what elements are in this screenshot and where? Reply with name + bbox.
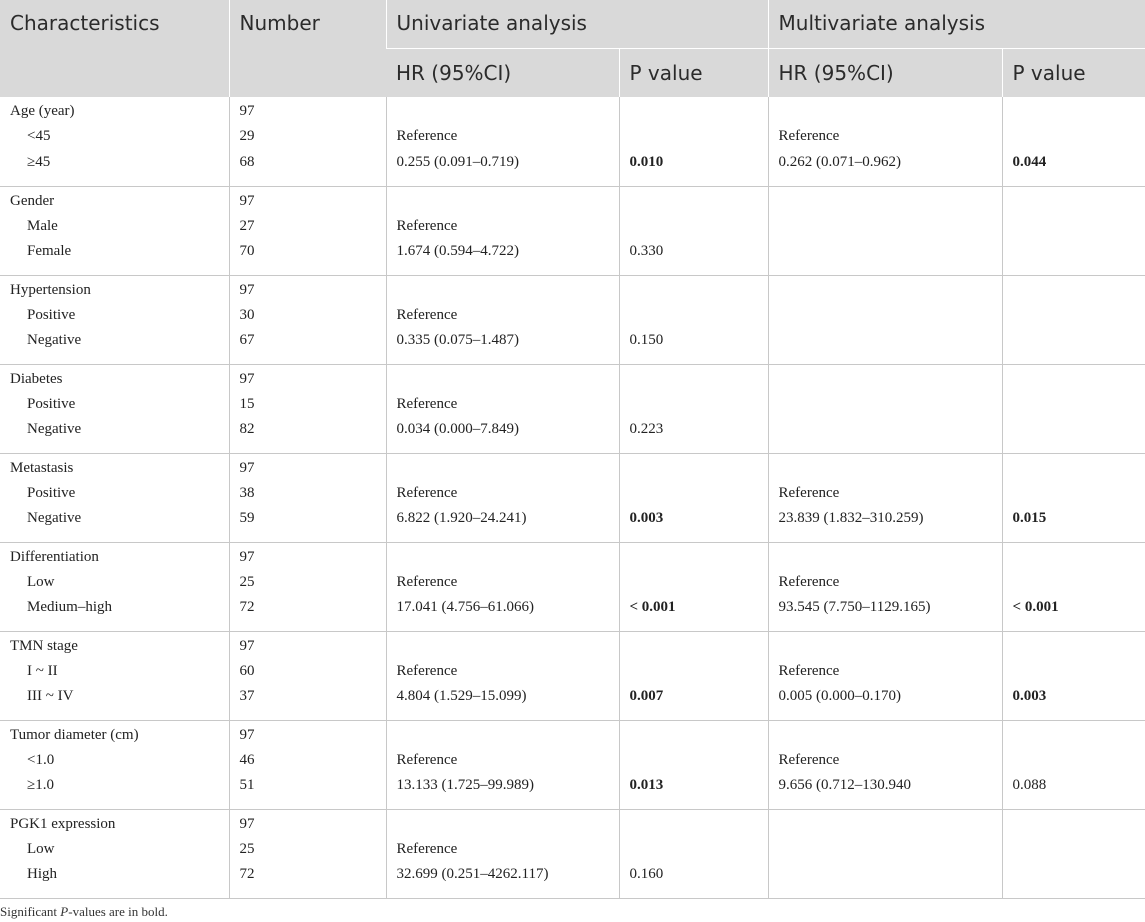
spacer	[1013, 367, 1136, 392]
multivariate-hr-cell	[768, 453, 1002, 542]
univariate-hr-cell	[386, 542, 619, 631]
univariate-hr-cell	[386, 97, 619, 186]
table-footnote: Significant P-values are in bold.	[0, 904, 168, 919]
multivariate-p	[1013, 303, 1136, 328]
multivariate-hr-cell	[768, 720, 1002, 809]
univariate-p-cell	[619, 631, 768, 720]
multivariate-p	[1013, 417, 1136, 442]
spacer	[397, 456, 609, 481]
level-count: 27	[239, 217, 255, 234]
univariate-hr: Reference	[396, 751, 458, 768]
number-cell	[229, 542, 386, 631]
total-count: 97	[239, 637, 255, 654]
characteristic-name: Tumor diameter (cm)	[10, 726, 139, 743]
table-header	[0, 0, 1145, 97]
spacer	[779, 278, 992, 303]
univariate-p	[630, 392, 758, 417]
level-label: I ~ II	[27, 662, 58, 679]
univariate-hr: Reference	[396, 662, 458, 679]
univariate-hr: 17.041 (4.756–61.066)	[396, 599, 534, 616]
header-univariate: Univariate analysis	[386, 0, 768, 48]
level-count: 59	[239, 510, 255, 527]
univariate-hr: 6.822 (1.920–24.241)	[396, 510, 527, 527]
spacer	[630, 278, 758, 303]
multivariate-p	[1013, 748, 1136, 773]
characteristic-name: Differentiation	[10, 548, 99, 565]
multivariate-hr: 0.005 (0.000–0.170)	[778, 688, 902, 705]
multivariate-hr: 0.262 (0.071–0.962)	[778, 153, 902, 170]
univariate-p: 0.160	[629, 866, 664, 883]
spacer	[397, 545, 609, 570]
univariate-p-cell	[619, 542, 768, 631]
level-label: Female	[27, 243, 72, 260]
multivariate-p-cell	[1002, 720, 1145, 809]
univariate-p	[630, 214, 758, 239]
total-count: 97	[239, 281, 255, 298]
level-count: 60	[239, 662, 255, 679]
number-cell	[229, 720, 386, 809]
level-count: 82	[239, 421, 255, 438]
multivariate-p-cell	[1002, 186, 1145, 275]
number-cell	[229, 631, 386, 720]
multivariate-p	[1013, 392, 1136, 417]
total-count: 97	[239, 103, 255, 119]
multivariate-p	[1013, 214, 1136, 239]
characteristic-name: Metastasis	[10, 459, 74, 476]
multivariate-p-cell	[1002, 809, 1145, 898]
number-cell	[229, 97, 386, 186]
total-count: 97	[239, 726, 255, 743]
level-count: 67	[239, 332, 255, 349]
univariate-hr: Reference	[396, 306, 458, 323]
characteristic-cell	[0, 364, 229, 453]
level-label: <1.0	[27, 751, 55, 768]
univariate-hr-cell	[386, 809, 619, 898]
characteristic-cell	[0, 97, 229, 186]
header-multivariate-p: P value	[1002, 48, 1145, 97]
total-count: 97	[239, 459, 255, 476]
multivariate-p-cell	[1002, 542, 1145, 631]
spacer	[397, 278, 609, 303]
univariate-hr-cell	[386, 453, 619, 542]
univariate-p-cell	[619, 720, 768, 809]
number-cell	[229, 809, 386, 898]
level-count: 51	[239, 777, 255, 794]
multivariate-hr	[779, 837, 992, 862]
spacer	[630, 634, 758, 659]
characteristic-name: TMN stage	[10, 637, 78, 654]
multivariate-hr: Reference	[778, 662, 840, 679]
univariate-p-cell	[619, 809, 768, 898]
univariate-p-cell	[619, 453, 768, 542]
table-row	[0, 720, 1145, 809]
header-multivariate-hr: HR (95%CI)	[768, 48, 1002, 97]
characteristic-cell	[0, 186, 229, 275]
level-label: ≥1.0	[27, 777, 54, 794]
univariate-p: 0.150	[629, 332, 664, 349]
level-count: 15	[239, 395, 255, 412]
level-count: 25	[239, 840, 255, 857]
spacer	[397, 634, 609, 659]
univariate-p: 0.223	[629, 421, 664, 438]
number-cell	[229, 186, 386, 275]
univariate-p: < 0.001	[629, 599, 676, 616]
multivariate-hr	[779, 862, 992, 887]
univariate-hr-cell	[386, 364, 619, 453]
header-characteristics: Characteristics	[0, 0, 229, 97]
multivariate-p	[1013, 124, 1136, 149]
multivariate-hr-cell	[768, 364, 1002, 453]
table-row	[0, 97, 1145, 186]
header-number: Number	[229, 0, 386, 97]
table-body	[0, 97, 1145, 898]
spacer	[779, 634, 992, 659]
total-count: 97	[239, 192, 255, 209]
level-label: Negative	[27, 421, 82, 438]
level-count: 70	[239, 243, 255, 260]
level-label: Low	[27, 573, 55, 590]
univariate-p-cell	[619, 364, 768, 453]
multivariate-hr-cell	[768, 631, 1002, 720]
multivariate-p: 0.044	[1012, 153, 1047, 170]
level-count: 25	[239, 573, 255, 590]
spacer	[630, 99, 758, 124]
level-count: 37	[239, 688, 255, 705]
spacer	[1013, 723, 1136, 748]
spacer	[779, 812, 992, 837]
spacer	[1013, 189, 1136, 214]
characteristic-cell	[0, 453, 229, 542]
table-row	[0, 542, 1145, 631]
multivariate-hr	[779, 417, 992, 442]
characteristic-name: Diabetes	[10, 370, 63, 387]
spacer	[630, 189, 758, 214]
multivariate-p	[1013, 481, 1136, 506]
multivariate-p: < 0.001	[1012, 599, 1059, 616]
multivariate-p	[1013, 837, 1136, 862]
level-label: Positive	[27, 484, 76, 501]
multivariate-p	[1013, 659, 1136, 684]
level-count: 68	[239, 153, 255, 170]
spacer	[630, 545, 758, 570]
spacer	[1013, 812, 1136, 837]
multivariate-hr-cell	[768, 275, 1002, 364]
level-label: Positive	[27, 306, 76, 323]
spacer	[779, 99, 992, 124]
univariate-hr: Reference	[396, 395, 458, 412]
multivariate-p-cell	[1002, 453, 1145, 542]
univariate-hr: Reference	[396, 840, 458, 857]
level-label: High	[27, 866, 57, 883]
level-count: 46	[239, 751, 255, 768]
univariate-p: 0.007	[629, 688, 664, 705]
multivariate-p	[1013, 239, 1136, 264]
univariate-p: 0.330	[629, 243, 664, 260]
multivariate-hr-cell	[768, 809, 1002, 898]
characteristic-name: Hypertension	[10, 281, 91, 298]
level-label: Low	[27, 840, 55, 857]
multivariate-hr: 23.839 (1.832–310.259)	[778, 510, 924, 527]
univariate-p	[630, 303, 758, 328]
univariate-p-cell	[619, 186, 768, 275]
footnote-italic-p: P	[60, 904, 69, 919]
level-label: III ~ IV	[27, 688, 74, 705]
spacer	[397, 812, 609, 837]
spacer	[1013, 456, 1136, 481]
multivariate-p	[1013, 328, 1136, 353]
table-row	[0, 453, 1145, 542]
univariate-p	[630, 570, 758, 595]
multivariate-p-cell	[1002, 364, 1145, 453]
header-multivariate: Multivariate analysis	[768, 0, 1145, 48]
spacer	[630, 723, 758, 748]
univariate-p-cell	[619, 275, 768, 364]
characteristic-cell	[0, 720, 229, 809]
characteristic-cell	[0, 275, 229, 364]
univariate-hr-cell	[386, 186, 619, 275]
level-count: 30	[239, 306, 255, 323]
characteristic-name: Gender	[10, 192, 55, 209]
univariate-p: 0.003	[629, 510, 664, 527]
spacer	[1013, 278, 1136, 303]
table-row	[0, 809, 1145, 898]
multivariate-p: 0.003	[1012, 688, 1047, 705]
total-count: 97	[239, 370, 255, 387]
multivariate-p	[1013, 570, 1136, 595]
spacer	[779, 545, 992, 570]
table-row	[0, 186, 1145, 275]
multivariate-hr: 93.545 (7.750–1129.165)	[778, 599, 931, 616]
spacer	[779, 723, 992, 748]
level-count: 72	[239, 866, 255, 883]
spacer	[1013, 99, 1136, 124]
univariate-hr: Reference	[396, 217, 458, 234]
univariate-hr-cell	[386, 720, 619, 809]
header-univariate-hr: HR (95%CI)	[386, 48, 619, 97]
spacer	[1013, 634, 1136, 659]
number-cell	[229, 364, 386, 453]
multivariate-hr-cell	[768, 542, 1002, 631]
spacer	[1013, 545, 1136, 570]
spacer	[397, 189, 609, 214]
univariate-p: 0.010	[629, 153, 664, 170]
univariate-p	[630, 481, 758, 506]
univariate-hr: 1.674 (0.594–4.722)	[396, 243, 519, 260]
multivariate-hr-cell	[768, 186, 1002, 275]
level-label: Negative	[27, 332, 82, 349]
level-label: Male	[27, 217, 58, 234]
multivariate-hr: Reference	[778, 751, 840, 768]
table-row	[0, 275, 1145, 364]
univariate-hr: 0.034 (0.000–7.849)	[396, 421, 519, 438]
level-count: 38	[239, 484, 255, 501]
level-count: 72	[239, 599, 255, 616]
multivariate-p-cell	[1002, 275, 1145, 364]
multivariate-p: 0.088	[1012, 777, 1047, 794]
number-cell	[229, 453, 386, 542]
multivariate-p: 0.015	[1012, 510, 1047, 527]
univariate-p	[630, 837, 758, 862]
multivariate-hr: 9.656 (0.712–130.940	[778, 777, 912, 794]
table-row	[0, 364, 1145, 453]
spacer	[397, 367, 609, 392]
characteristic-name: Age (year)	[10, 103, 75, 119]
multivariate-hr	[779, 239, 992, 264]
univariate-hr: 32.699 (0.251–4262.117)	[396, 866, 549, 883]
multivariate-hr	[779, 392, 992, 417]
level-count: 29	[239, 128, 255, 145]
level-label: Negative	[27, 510, 82, 527]
multivariate-hr	[779, 303, 992, 328]
multivariate-hr: Reference	[778, 128, 840, 145]
multivariate-p	[1013, 862, 1136, 887]
characteristic-cell	[0, 542, 229, 631]
spacer	[630, 367, 758, 392]
characteristic-cell	[0, 809, 229, 898]
level-label: Positive	[27, 395, 76, 412]
number-cell	[229, 275, 386, 364]
multivariate-hr	[779, 328, 992, 353]
spacer	[630, 812, 758, 837]
univariate-p	[630, 748, 758, 773]
multivariate-hr: Reference	[778, 573, 840, 590]
univariate-hr: Reference	[396, 484, 458, 501]
level-label: <45	[27, 128, 51, 145]
multivariate-p-cell	[1002, 97, 1145, 186]
spacer	[630, 456, 758, 481]
header-univariate-p: P value	[619, 48, 768, 97]
univariate-p	[630, 124, 758, 149]
level-label: Medium–high	[27, 599, 112, 616]
univariate-hr: 0.255 (0.091–0.719)	[396, 153, 519, 170]
characteristic-name: PGK1 expression	[10, 815, 116, 832]
spacer	[779, 367, 992, 392]
spacer	[779, 456, 992, 481]
univariate-hr: Reference	[396, 573, 458, 590]
table-row	[0, 631, 1145, 720]
univariate-p-cell	[619, 97, 768, 186]
univariate-hr: Reference	[396, 128, 458, 145]
spacer	[397, 99, 609, 124]
spacer	[397, 723, 609, 748]
univariate-hr: 0.335 (0.075–1.487)	[396, 332, 519, 349]
total-count: 97	[239, 815, 255, 832]
univariate-hr-cell	[386, 631, 619, 720]
univariate-hr: 13.133 (1.725–99.989)	[396, 777, 534, 794]
multivariate-hr: Reference	[778, 484, 840, 501]
level-label: ≥45	[27, 153, 51, 170]
total-count: 97	[239, 548, 255, 565]
univariate-hr: 4.804 (1.529–15.099)	[396, 688, 527, 705]
multivariate-hr-cell	[768, 97, 1002, 186]
multivariate-p-cell	[1002, 631, 1145, 720]
univariate-hr-cell	[386, 275, 619, 364]
characteristic-cell	[0, 631, 229, 720]
multivariate-hr	[779, 214, 992, 239]
univariate-p: 0.013	[629, 777, 664, 794]
spacer	[779, 189, 992, 214]
univariate-p	[630, 659, 758, 684]
